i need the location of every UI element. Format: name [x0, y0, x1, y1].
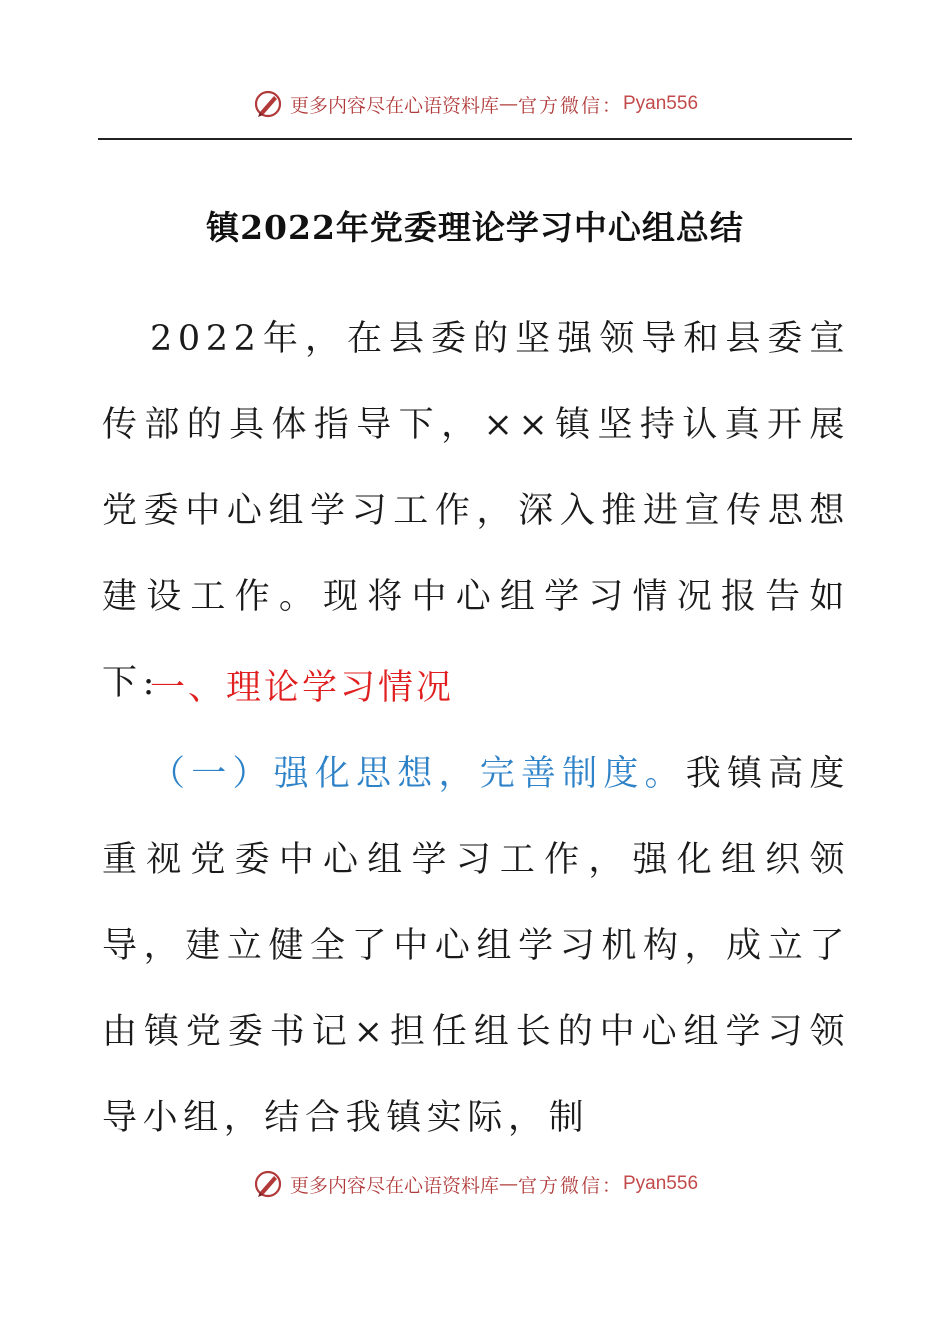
subsection-paragraph — [102, 731, 850, 1161]
header-divider — [98, 138, 852, 140]
pen-circle-logo-icon — [252, 88, 284, 120]
banner-wechat-label: 官方微信： — [517, 94, 623, 117]
banner-wechat-id: Pyan556 — [623, 1173, 699, 1194]
header-banner — [0, 84, 950, 124]
intro-paragraph: 2022年，在县委的坚强领导和县委宣传部的具体指导下，××镇坚持认真开展党委中心组学习工作，深入推进宣传思想建设工作。现将中心组学习情况报告如下: — [102, 319, 850, 703]
banner-wechat-label: 官方微信： — [517, 1174, 623, 1197]
banner-main-text: 更多内容尽在心语资料库 — [289, 94, 499, 117]
subsection-heading: （一）强化思想，完善制度。 — [150, 754, 686, 794]
footer-banner — [0, 1164, 950, 1204]
banner-dash: — — [498, 93, 518, 115]
banner-wechat-id: Pyan556 — [623, 93, 699, 114]
section-heading: 一、理论学习情况 — [150, 668, 455, 708]
subsection-text: 我镇高度重视党委中心组学习工作，强化组织领导，建立健全了中心组学习机构，成立了由镇党委书记×担任组长的中心组学习领导小组，结合我镇实际，制 — [102, 754, 850, 1138]
banner-main-text: 更多内容尽在心语资料库 — [289, 1174, 499, 1197]
pen-circle-logo-icon — [252, 1168, 284, 1200]
document-title: 镇2022年党委理论学习中心组总结 — [206, 208, 744, 247]
banner-dash: — — [498, 1173, 518, 1195]
